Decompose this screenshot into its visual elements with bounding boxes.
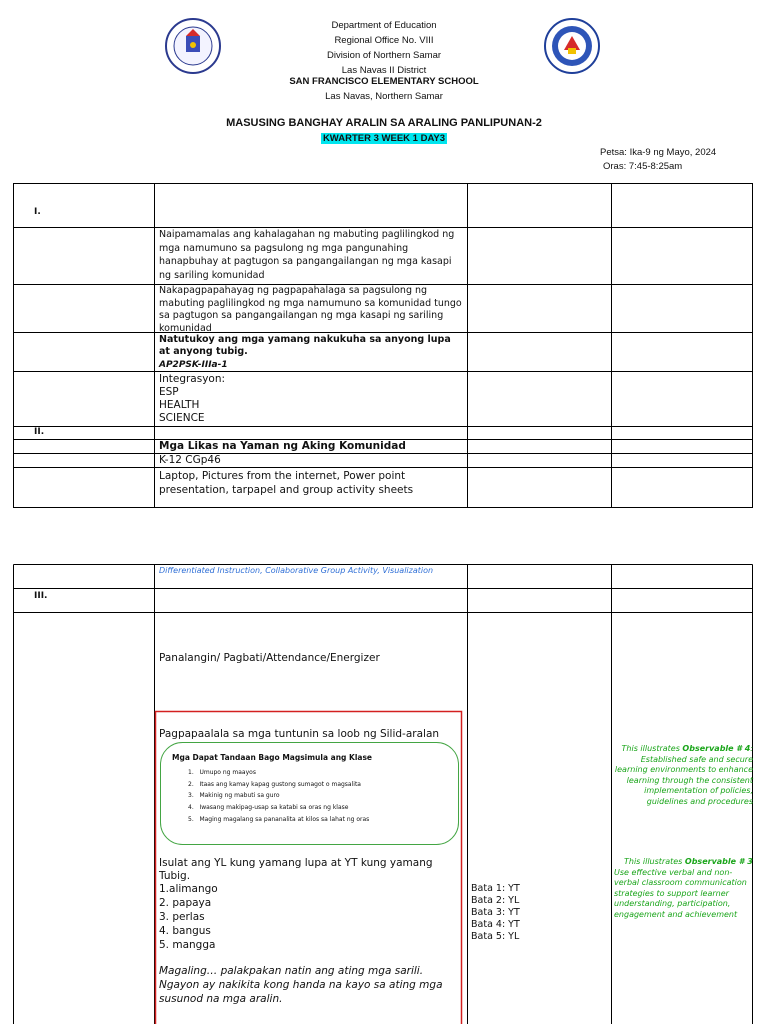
rules-title: Mga Dapat Tandaan Bago Magsimula ang Klase — [172, 753, 373, 762]
content-standard: Naipamamalas ang kahalagahan ng mabuting paglilingkod ng mga namumuno sa pagsulong ng mga pangunahing hanapbuhay at pagtugon sa pangangailangan ng mga kasapi ng sariling komunidad — [159, 229, 455, 281]
school-location: Las Navas, Northern Samar — [325, 91, 443, 102]
integration-science: SCIENCE — [159, 412, 205, 424]
oras: Oras: 7:45-8:25am — [603, 161, 683, 172]
header-line-4: Las Navas II District — [341, 65, 427, 76]
school-name: SAN FRANCISCO ELEMENTARY SCHOOL — [289, 76, 479, 87]
reference: K-12 CGp46 — [159, 454, 221, 466]
observable-4-note: This illustrates Observable # 4: Established safe and secure learning environments to enhance learning through the consistent implementation of policies, guidelines and procedures — [614, 744, 753, 806]
rule-item: 4. Iwasang makipag-usap sa katabi sa oras ng klase — [188, 804, 349, 812]
rules-list — [188, 767, 369, 826]
header-line-3: Division of Northern Samar — [326, 50, 442, 61]
header-line-2: Regional Office No. VIII — [334, 35, 434, 46]
header-line-1: Department of Education — [331, 20, 437, 31]
learner-answer: Bata 2: YL — [471, 895, 520, 906]
learner-answer: Bata 4: YT — [471, 919, 520, 930]
task-instruction: Isulat ang YL kung yamang lupa at YT kung yamang Tubig. — [159, 857, 433, 882]
rule-item: 1. Umupo ng maayos — [188, 769, 256, 776]
integration-health: HEALTH — [159, 399, 200, 411]
preliminary-activities: Panalangin/ Pagbati/Attendance/Energizer — [159, 652, 380, 664]
task-item: 1.alimango — [159, 883, 218, 895]
quarter-week-day: KWARTER 3 WEEK 1 DAY3 — [322, 133, 446, 144]
integration-label: Integrasyon: — [159, 373, 226, 385]
petsa: Petsa: Ika-9 ng Mayo, 2024 — [600, 147, 717, 158]
rule-item: 5. Maging magalang sa pananalita at kilos sa lahat ng oras — [188, 815, 370, 823]
observable-3-note: This illustrates Observable # 3 Use effective verbal and non-verbal classroom communication strategies to support learner understanding, participation, engagement and achievement — [614, 857, 753, 919]
praise-message: Magaling… palakpakan natin ang ating mga sarili. Ngayon ay nakikita kong handa na kayo sa ating mga susunod na mga aralin. — [159, 965, 443, 1005]
rule-item: 3. Makinig ng mabuti sa guro — [188, 792, 280, 800]
task-item: 2. papaya — [159, 897, 212, 909]
learner-answer: Bata 5: YL — [471, 931, 520, 942]
rules-intro: Pagpapaalala sa mga tuntunin sa loob ng Silid-aralan — [159, 728, 440, 740]
teaching-strategies: Differentiated Instruction, Collaborative Group Activity, Visualization — [159, 566, 434, 575]
topic: Mga Likas na Yaman ng Aking Komunidad — [159, 440, 406, 452]
task-item: 4. bangus — [159, 925, 211, 937]
section-ii-label: II. — [34, 427, 45, 437]
competency-code: AP2PSK-IIIa-1 — [159, 360, 228, 370]
task-item: 3. perlas — [159, 911, 205, 923]
section-iii-label: III. — [34, 591, 48, 601]
section-i-label: I. — [34, 207, 41, 217]
rule-item: 2. Itaas ang kamay kapag gustong sumagot o magsalita — [188, 780, 361, 788]
task-item: 5. mangga — [159, 939, 216, 951]
performance-standard: Nakapagpapahayag ng pagpapahalaga sa pagsulong ng mabuting paglilingkod ng mga namumuno sa komunidad tungo sa pagtugon sa pangangailangan ng mga kasapi ng sariling komunidad — [159, 285, 462, 334]
lesson-title: MASUSING BANGHAY ARALIN SA ARALING PANLIPUNAN-2 — [226, 117, 542, 129]
integration-esp: ESP — [159, 386, 179, 398]
learner-answer: Bata 1: YT — [471, 883, 520, 894]
learner-answer: Bata 3: YT — [471, 907, 520, 918]
learning-competency: Natutukoy ang mga yamang nakukuha sa anyong lupa at anyong tubig. — [159, 334, 451, 357]
materials: Laptop, Pictures from the internet, Power point presentation, tarpapel and group activity sheets — [159, 470, 414, 496]
